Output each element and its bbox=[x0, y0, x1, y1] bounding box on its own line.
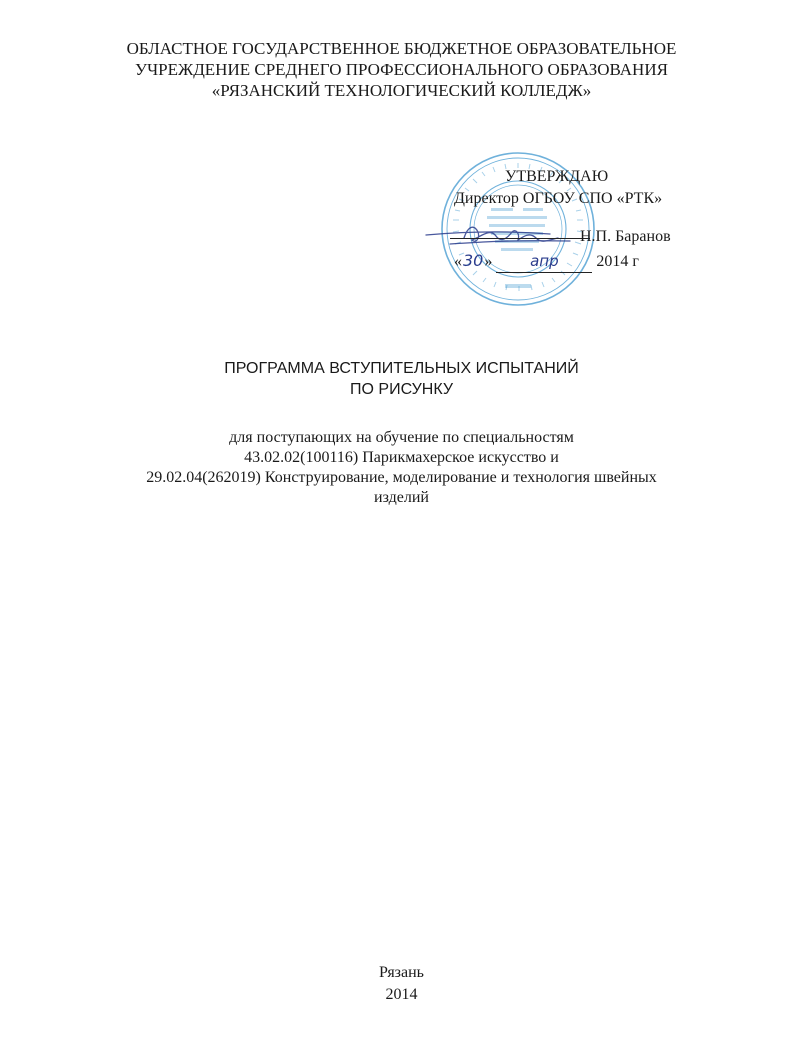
document-subtitle bbox=[0, 428, 803, 508]
date-year: 2014 г bbox=[596, 253, 639, 270]
subtitle-line-1: для поступающих на обучение по специальностям bbox=[229, 429, 574, 446]
header-line-2: УЧРЕЖДЕНИЕ СРЕДНЕГО ПРОФЕССИОНАЛЬНОГО ОБРАЗОВАНИЯ bbox=[135, 60, 668, 79]
header-line-3: «РЯЗАНСКИЙ ТЕХНОЛОГИЧЕСКИЙ КОЛЛЕДЖ» bbox=[211, 81, 592, 100]
header-line-1: ОБЛАСТНОЕ ГОСУДАРСТВЕННОЕ БЮДЖЕТНОЕ ОБРАЗОВАТЕЛЬНОЕ bbox=[126, 39, 677, 58]
subtitle-line-4: изделий bbox=[374, 489, 429, 506]
approval-date bbox=[454, 250, 639, 273]
director-position: Директор ОГБОУ СПО «РТК» bbox=[454, 190, 663, 207]
date-day: 30 bbox=[463, 251, 484, 270]
subtitle-line-3: 29.02.04(262019) Конструирование, моделирование и технология швейных bbox=[146, 469, 657, 486]
footer-year: 2014 bbox=[385, 986, 418, 1003]
subtitle-line-2: 43.02.02(100116) Парикмахерское искусство и bbox=[244, 449, 559, 466]
document-title bbox=[0, 358, 803, 400]
signer-name: Н.П. Баранов bbox=[580, 228, 671, 245]
institution-header bbox=[0, 38, 803, 101]
approve-label: УТВЕРЖДАЮ bbox=[505, 168, 609, 185]
title-line-2: ПО РИСУНКУ bbox=[350, 381, 453, 398]
footer-city: Рязань bbox=[379, 964, 424, 981]
signature-line bbox=[450, 238, 590, 239]
document-footer bbox=[0, 962, 803, 1006]
date-month: апр bbox=[496, 250, 592, 273]
date-close-quote: » bbox=[484, 253, 493, 270]
date-open-quote: « bbox=[454, 253, 462, 270]
title-line-1: ПРОГРАММА ВСТУПИТЕЛЬНЫХ ИСПЫТАНИЙ bbox=[224, 360, 579, 377]
